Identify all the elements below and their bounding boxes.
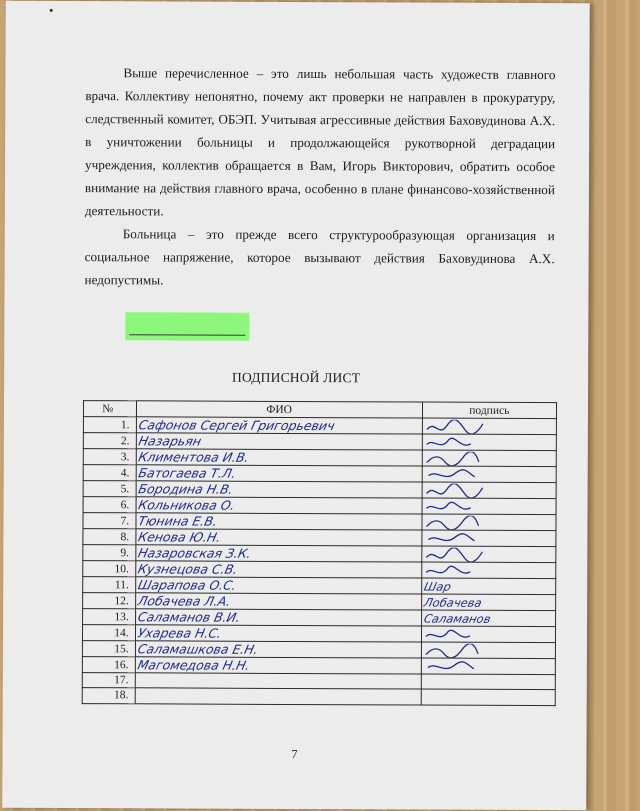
redaction-highlight xyxy=(125,312,249,341)
signature-scribble xyxy=(424,451,484,465)
letter-body xyxy=(84,61,555,293)
row-number: 12. xyxy=(83,593,136,609)
row-name-cell xyxy=(136,497,422,514)
paragraph-2: Больница – это прежде всего структурообразующая организация и социальное напряжение, которое вызывают действия Баховудинова А.Х. недопустимы. xyxy=(84,226,555,288)
table-row xyxy=(83,497,556,515)
row-number: 2. xyxy=(83,433,136,449)
signature-scribble xyxy=(424,547,484,561)
row-signature-cell xyxy=(421,562,555,579)
row-number: 7. xyxy=(83,513,136,529)
table-row xyxy=(83,513,556,531)
table-row xyxy=(83,561,556,579)
row-name-cell xyxy=(135,561,421,578)
table-row xyxy=(83,449,556,467)
row-name-cell xyxy=(135,625,421,642)
handwritten-name: Кольникова О. xyxy=(136,497,237,513)
signature-scribble xyxy=(424,515,484,529)
row-signature-cell xyxy=(422,546,556,563)
signature-scribble xyxy=(424,627,484,641)
handwritten-signature: Лобачева xyxy=(422,595,483,610)
table-row xyxy=(83,465,556,483)
row-signature-cell xyxy=(421,626,555,643)
handwritten-name: Саламашкова Е.Н. xyxy=(135,641,260,657)
row-name-cell xyxy=(136,529,422,546)
row-name-cell xyxy=(135,593,421,610)
row-number: 13. xyxy=(83,609,136,625)
signature-scribble xyxy=(424,435,484,449)
row-name-cell xyxy=(136,513,422,530)
signature-line xyxy=(129,334,245,336)
table-row xyxy=(83,481,556,499)
row-signature-cell xyxy=(421,642,555,659)
row-name-cell xyxy=(136,465,422,482)
row-name-cell xyxy=(135,609,421,626)
signature-scribble xyxy=(424,483,484,497)
row-number: 17. xyxy=(82,673,135,689)
row-signature-cell xyxy=(421,689,555,705)
handwritten-name: Сафонов Сергей Григорьевич xyxy=(136,417,336,434)
table-row xyxy=(82,688,555,705)
row-number: 10. xyxy=(83,561,136,577)
table-row xyxy=(83,529,556,547)
row-number: 15. xyxy=(82,641,135,657)
handwritten-name: Назаровская З.К. xyxy=(136,545,253,561)
signature-rows xyxy=(82,417,556,706)
row-signature-cell xyxy=(422,530,556,547)
row-name-cell xyxy=(135,673,421,690)
row-number: 1. xyxy=(83,417,136,433)
signature-scribble xyxy=(424,659,484,673)
row-number: 3. xyxy=(83,449,136,465)
row-signature-cell xyxy=(421,610,555,627)
handwritten-signature: Шар xyxy=(422,579,453,594)
row-number: 14. xyxy=(82,625,135,641)
row-name-cell xyxy=(135,577,421,594)
handwritten-name: Кузнецова С.В. xyxy=(136,561,239,577)
row-signature-cell xyxy=(421,674,555,690)
row-name-cell xyxy=(135,657,421,674)
row-name-cell xyxy=(135,641,421,658)
row-name-cell xyxy=(135,545,421,562)
row-signature-cell xyxy=(422,498,556,515)
row-name-cell xyxy=(136,417,422,434)
handwritten-name: Шарапова О.С. xyxy=(136,577,238,593)
handwritten-name: Кенова Ю.Н. xyxy=(136,529,222,545)
row-number: 5. xyxy=(83,481,136,497)
handwritten-name: Магомедова Н.Н. xyxy=(135,657,251,673)
signature-scribble xyxy=(424,499,484,513)
table-row xyxy=(82,641,555,659)
row-signature-cell xyxy=(421,658,555,675)
signature-sheet-title: ПОДПИСНОЙ ЛИСТ xyxy=(232,369,361,386)
page-number: 7 xyxy=(291,746,298,762)
row-name-cell xyxy=(136,433,422,450)
handwritten-name: Назарьян xyxy=(136,433,203,449)
row-signature-cell xyxy=(422,434,556,451)
signature-scribble xyxy=(424,531,484,545)
row-signature-cell xyxy=(422,450,556,467)
table-row xyxy=(82,625,555,643)
signature-scribble xyxy=(424,563,484,577)
row-number: 4. xyxy=(83,465,136,481)
header-num: № xyxy=(83,401,136,417)
handwritten-signature: Саламанов xyxy=(422,611,492,626)
table-row xyxy=(83,609,556,627)
handwritten-name: Ухарева Н.С. xyxy=(136,625,223,641)
table-row xyxy=(83,417,556,435)
row-name-cell xyxy=(136,449,422,466)
document-page xyxy=(2,1,590,811)
row-number: 16. xyxy=(82,657,135,673)
handwritten-name: Батогаева Т.Л. xyxy=(136,465,238,481)
row-signature-cell xyxy=(422,418,556,435)
table-row xyxy=(83,433,556,451)
row-name-cell xyxy=(135,688,421,705)
row-signature-cell xyxy=(422,466,556,483)
row-signature-cell xyxy=(421,578,555,595)
table-row xyxy=(83,577,556,595)
row-number: 8. xyxy=(83,529,136,545)
row-name-cell xyxy=(136,481,422,498)
header-name: ФИО xyxy=(136,401,422,418)
row-signature-cell xyxy=(422,482,556,499)
table-row xyxy=(83,593,556,611)
signature-scribble xyxy=(424,467,484,481)
handwritten-name: Тюнина Е.В. xyxy=(136,513,219,529)
row-signature-cell xyxy=(421,594,555,611)
ink-dot xyxy=(50,9,53,12)
paragraph-1: Выше перечисленное – это лишь небольшая часть художеств главного врача. Коллективу непонятно, почему акт проверки не направлен в прокуратуру, следственный комитет, ОБЭП. Учитывая агрессивные действия Баховудинова А.Х. в уничтожении больницы и продолжающейся рукотворной деградации учреждения, коллектив обращается в Вам, Игорь Викторович, обратить особое внимание на действия главного врача, особенно в плане финансово-хозяйственной деятельности. xyxy=(84,65,556,219)
header-sign: подпись xyxy=(422,402,556,419)
row-number: 6. xyxy=(83,497,136,513)
signature-scribble xyxy=(425,419,485,433)
handwritten-name: Бородина Н.В. xyxy=(136,481,235,497)
signature-scribble xyxy=(424,643,484,657)
row-signature-cell xyxy=(422,514,556,531)
handwritten-name: Саламанов В.И. xyxy=(136,609,242,625)
handwritten-name: Лобачева Л.А. xyxy=(136,593,232,609)
signature-table xyxy=(82,400,557,706)
table-row xyxy=(82,657,555,675)
row-number: 11. xyxy=(83,577,136,593)
table-row xyxy=(83,545,556,563)
row-number: 9. xyxy=(83,545,136,561)
row-number: 18. xyxy=(82,688,135,704)
handwritten-name: Климентова И.В. xyxy=(136,449,251,465)
